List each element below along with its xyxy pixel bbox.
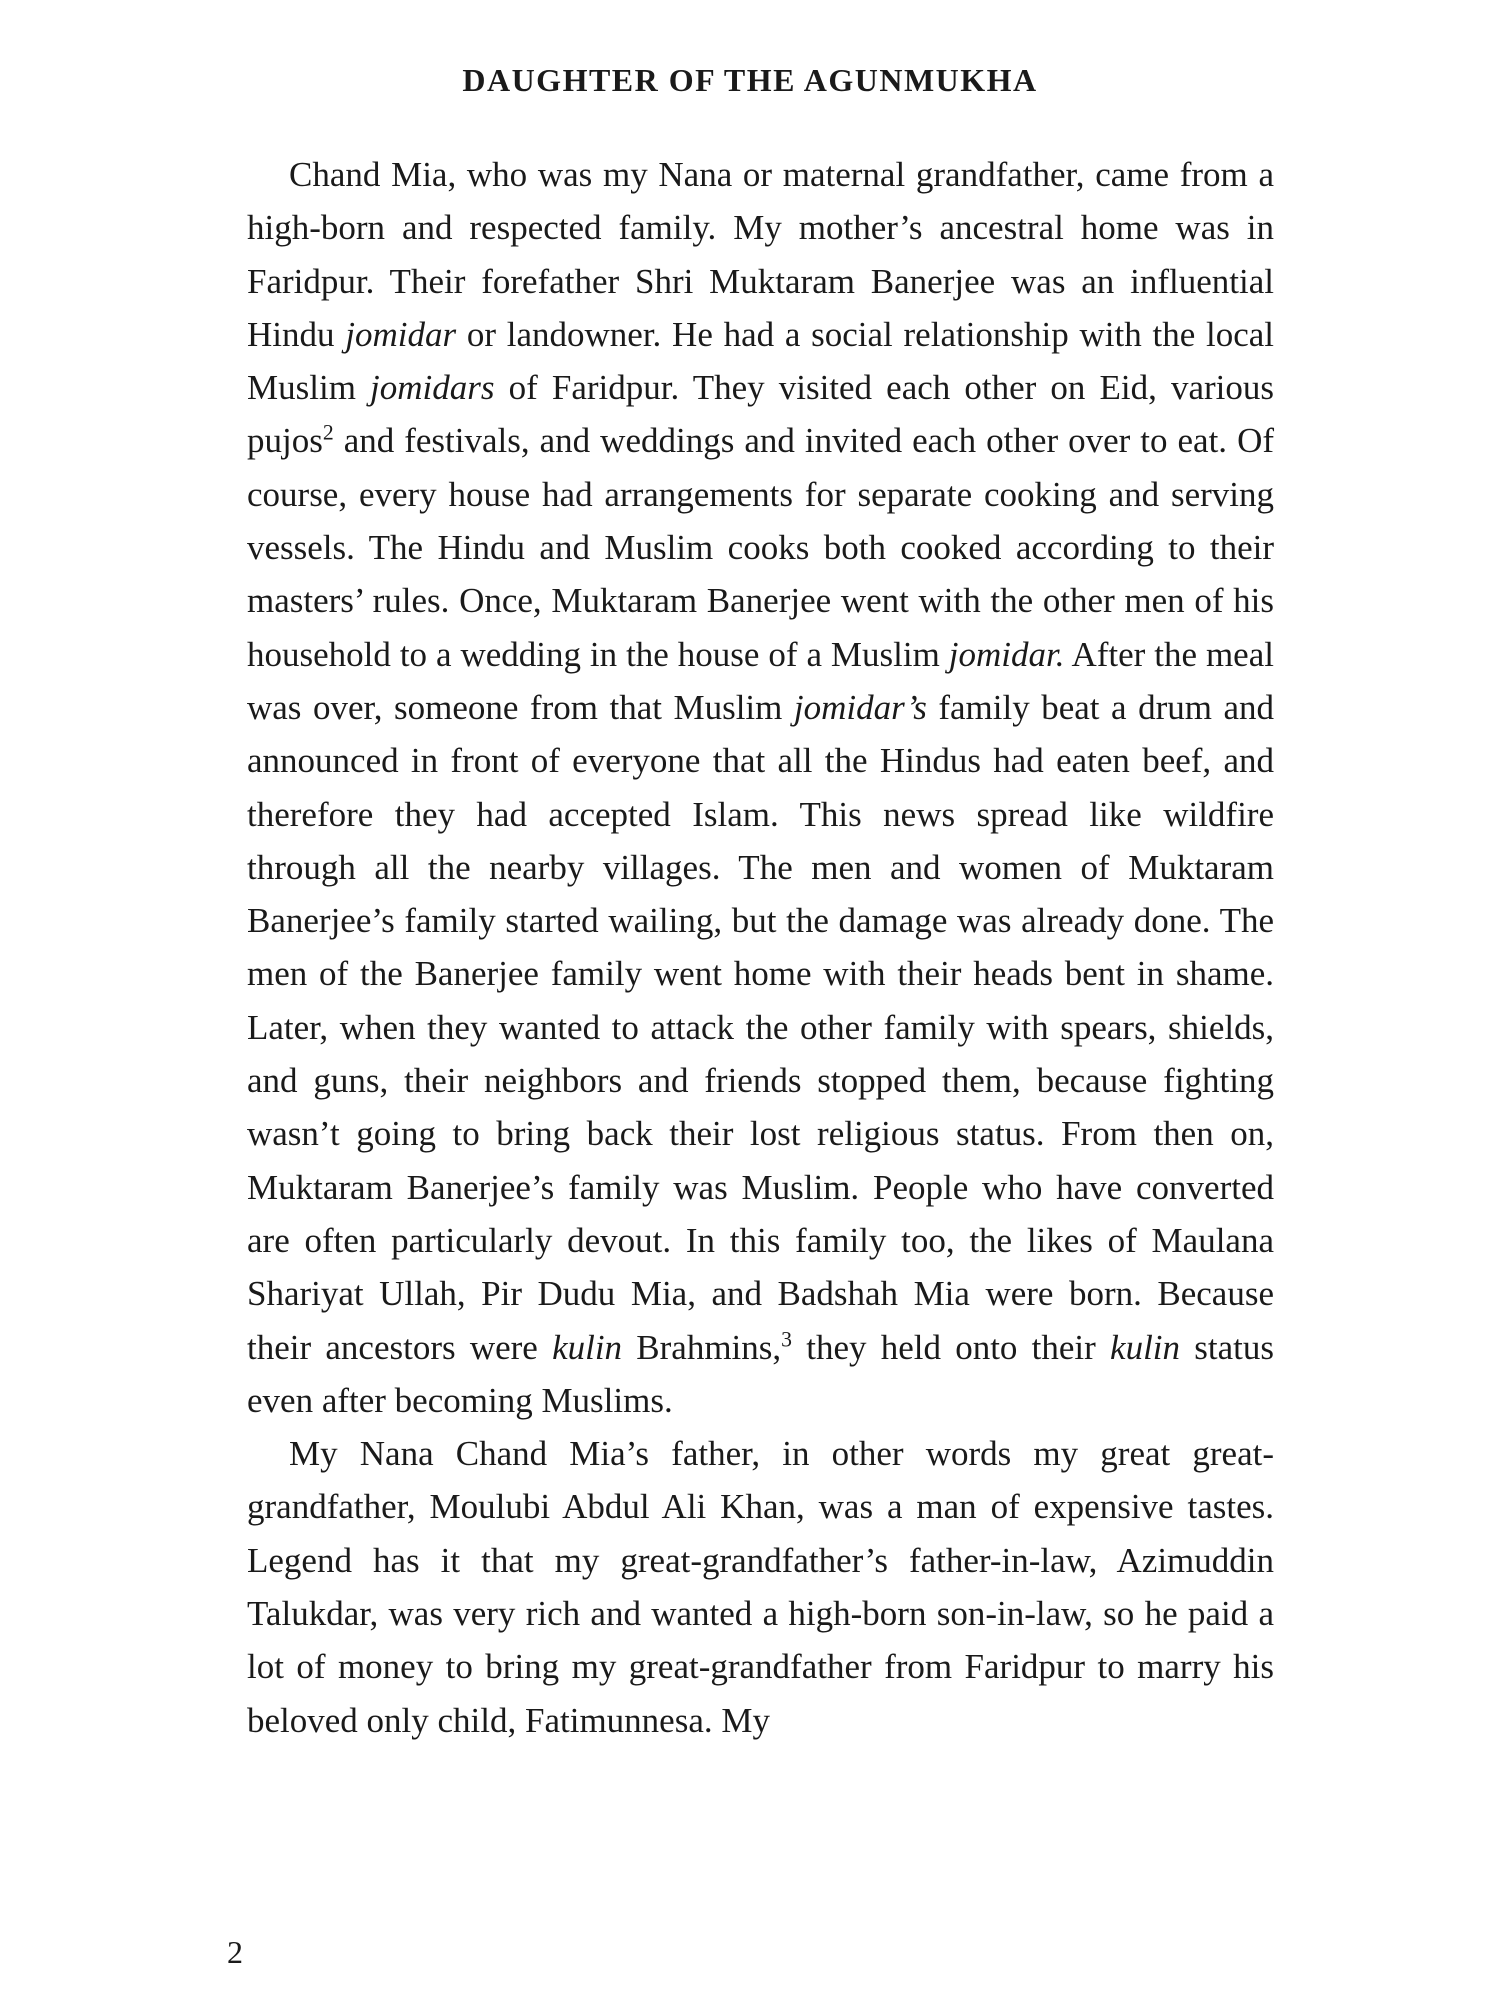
text-run: and festivals, and weddings and invited each other over to eat. Of course, every house had arrangements for separate cooking and serving vessels. The Hindu and Muslim cooks both cooked according to their masters’ rules. Once, Muktaram Banerjee went with the other men of his household to a wedding in the house of a Muslim [247, 421, 1274, 674]
footnote-marker: 2 [322, 420, 334, 445]
text-run: status even after becoming Muslims. [247, 1327, 1274, 1420]
italic-term: jomidar. [948, 634, 1065, 674]
page-number: 2 [227, 1934, 243, 1970]
text-run: My Nana Chand Mia’s father, in other words my great great-grandfather, Moulubi Abdul Ali Khan, was a man of expensive tastes. Legend has it that my great-grandfather’s father-in-law, Azimuddin Talukdar, was very rich and wanted a high-born son-in-law, so he paid a lot of money to bring my great-grandfather from Faridpur to marry his beloved only child, Fatimunnesa. My [247, 1434, 1274, 1740]
text-run: or landowner. He had a social relationship with the local Muslim [247, 314, 1274, 408]
running-head-title: DAUGHTER OF THE AGUNMUKHA [462, 62, 1038, 98]
paragraph-2 [247, 1427, 1274, 1747]
italic-term: jomidar’s [793, 687, 927, 727]
italic-term: jomidar [345, 314, 457, 354]
italic-term: kulin [552, 1327, 623, 1367]
italic-term: kulin [1110, 1327, 1181, 1367]
text-run: After the meal was over, someone from that Muslim [247, 634, 1274, 727]
text-run: of Faridpur. They visited each other on Eid, various pujos [247, 368, 1274, 461]
italic-term: jomidars [370, 368, 495, 408]
text-run: family beat a drum and announced in front of everyone that all the Hindus had eaten beef, and therefore they had accepted Islam. This news spread like wildfire through all the nearby villages. The men and women of Muktaram Banerjee’s family started wailing, but the damage was already done. The men of the Banerjee family went home with their heads bent in shame. Later, when they wanted to attack the other family with spears, shields, and guns, their neighbors and friends stopped them, because fighting wasn’t going to bring back their lost religious status. From then on, Muktaram Banerjee’s family was Muslim. People who have converted are often particularly devout. In this family too, the likes of Maulana Shariyat Ullah, Pir Dudu Mia, and Badshah Mia were born. Because their ancestors were [247, 687, 1274, 1367]
text-run: they held onto their [791, 1327, 1111, 1367]
paragraph-1 [247, 148, 1274, 1427]
body-text [247, 148, 1274, 1747]
text-run: Chand Mia, who was my Nana or maternal grandfather, came from a high-born and respected family. My mother’s ancestral home was in Faridpur. Their forefather Shri Muktaram Banerjee was an influential Hindu [247, 155, 1274, 354]
text-run: Brahmins, [622, 1327, 782, 1367]
footnote-marker: 3 [781, 1326, 792, 1351]
